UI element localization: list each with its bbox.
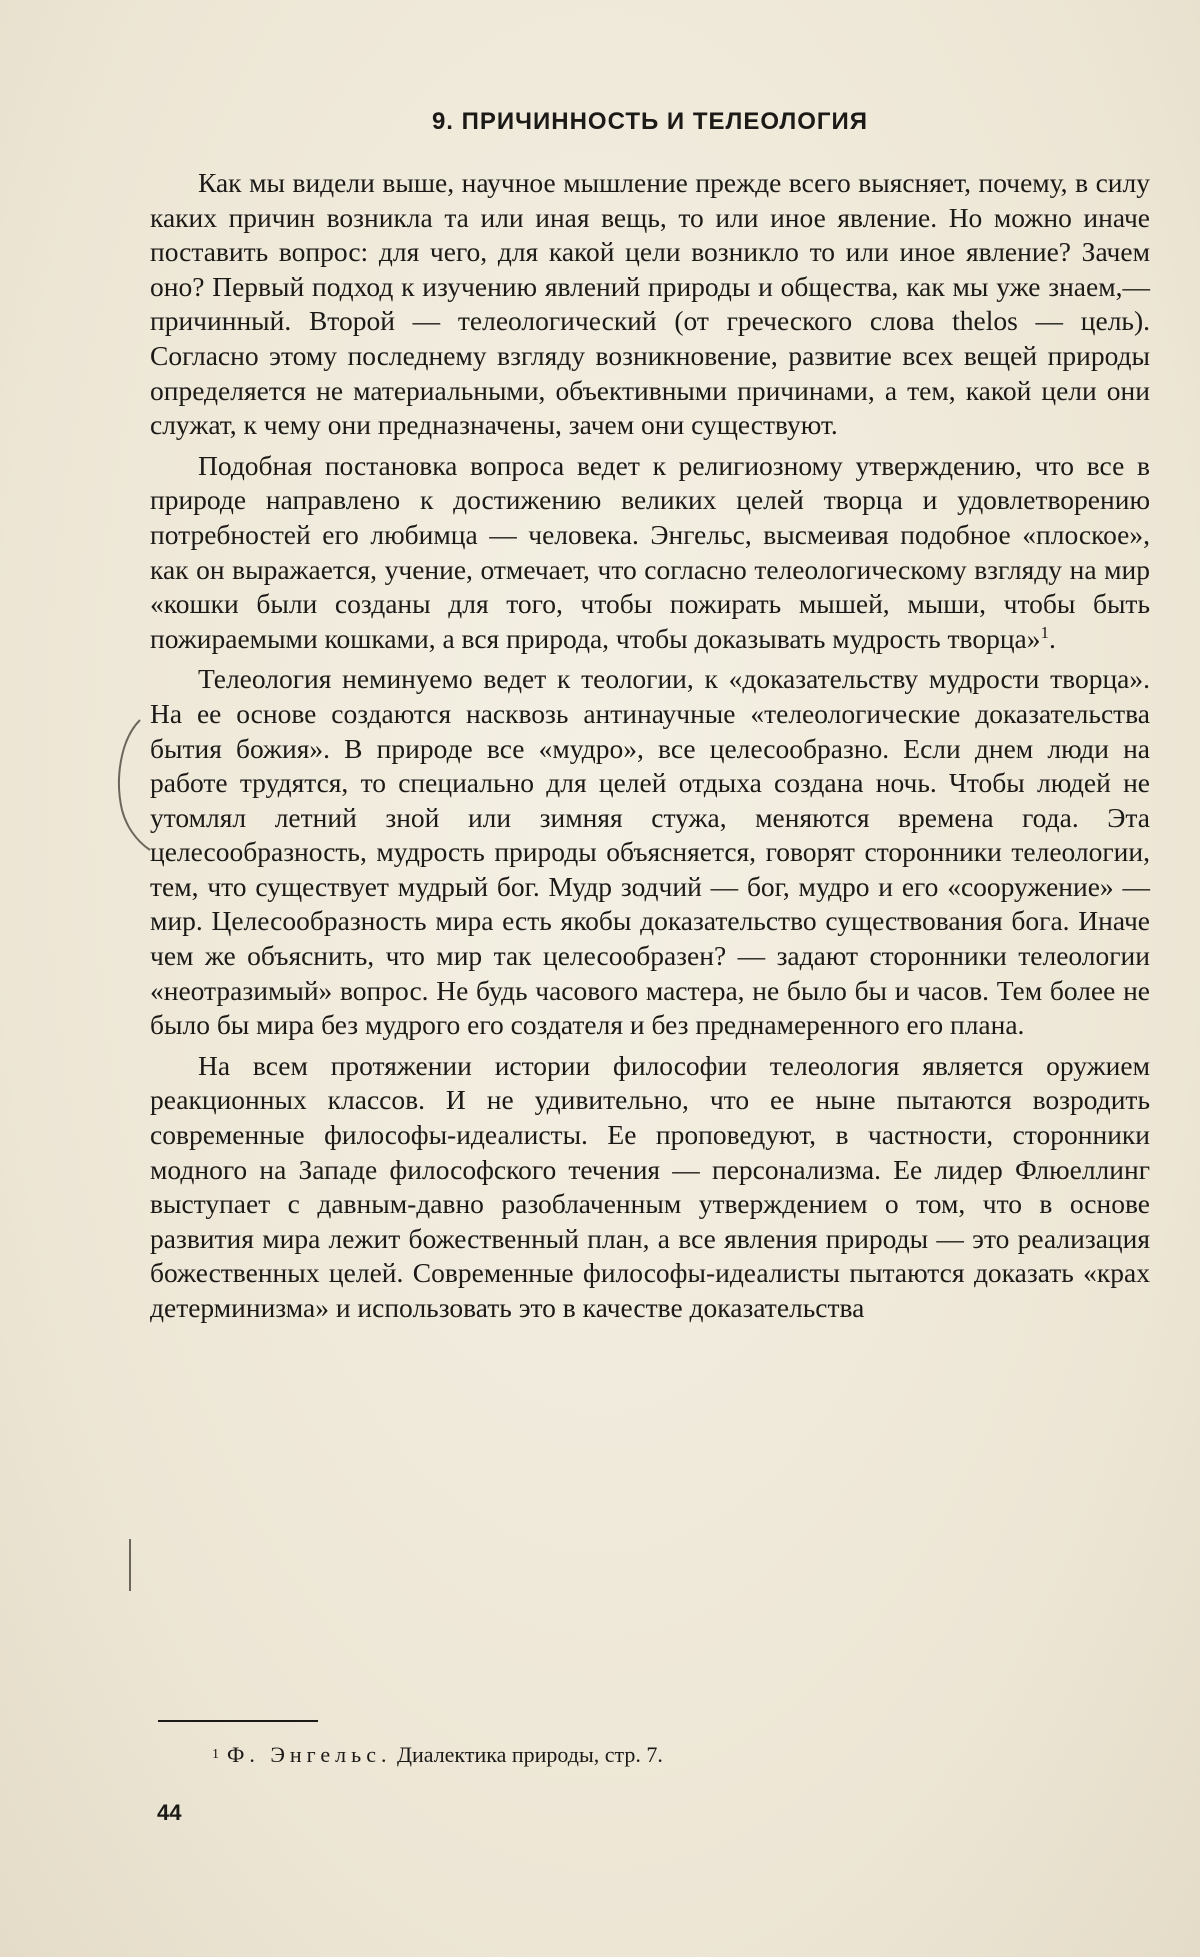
paragraph-4-text: На всем протяжении истории философии телеология является оружием реакционных классов. И не удивительно, что ее ныне пытаются возродить современные философы-идеалисты. Ее проповедуют, в частности, сторонники модного на Западе философского течения — персонализма. Ее лидер Флюеллинг выступает с давным-давно разоблаченным утверждением о том, что в основе развития мира лежит божественный план, а все явления природы — это реализация божественных целей. Современные философы-идеалисты пытаются доказать «крах детерминизма» и использовать это в качестве доказательства: [150, 1049, 1150, 1323]
footnote: [212, 1741, 1112, 1769]
pencil-tick-mark: [120, 1535, 140, 1595]
footnote-divider: [158, 1720, 318, 1722]
paragraph-2: [150, 449, 1150, 657]
paragraph-1: [150, 166, 1150, 443]
paragraph-3: [150, 662, 1150, 1043]
footnote-mark: 1: [212, 1747, 219, 1762]
paragraph-2-text: Подобная постановка вопроса ведет к религиозному утверждению, что все в природе направлено к достижению великих целей творца и удовлетворению потребностей его любимца — человека. Энгельс, высмеивая подобное «плоское», как он выражается, учение, отмечает, что согласно телеологическому взгляду на мир «кошки были созданы для того, чтобы пожирать мышей, мыши, чтобы быть пожираемыми кошками, а вся природа, чтобы доказывать мудрость творца»: [150, 449, 1150, 654]
body-text: [150, 166, 1150, 1332]
section-heading: 9. ПРИЧИННОСТЬ И ТЕЛЕОЛОГИЯ: [431, 108, 869, 135]
paragraph-2-period: .: [1049, 622, 1056, 654]
paragraph-4: [150, 1049, 1150, 1326]
paragraph-1-text: Как мы видели выше, научное мышление прежде всего выясняет, почему, в силу каких причин возникла та или иная вещь, то или иное явление. Но можно иначе поставить вопрос: для чего, для какой цели возникло то или иное явление? Зачем оно? Первый подход к изучению явлений природы и общества, как мы уже знаем,— причинный. Второй — телеологический (от греческого слова thelos — цель). Согласно этому последнему взгляду возникновение, развитие всех вещей природы определяется не материальными, объективными причинами, а тем, какой цели они служат, к чему они предназначены, зачем они существуют.: [150, 167, 1150, 441]
footnote-reference[interactable]: 1: [1040, 622, 1050, 642]
paragraph-3-text: Телеология неминуемо ведет к теологии, к «доказательству мудрости творца». На ее основе создаются насквозь антинаучные «телеологические доказательства бытия божия». В природе все «мудро», все целесообразно. Если днем люди на работе трудятся, то специально для целей отдыха создана ночь. Чтобы людей не утомлял летний зной или зимняя стужа, меняются времена года. Эта целесообразность, мудрость природы объясняется, говорят сторонники телеологии, тем, что существует мудрый бог. Мудр зодчий — бог, мудро и его «сооружение» — мир. Целесообразность мира есть якобы доказательство существования бога. Иначе чем же объяснить, что мир так целесообразен? — задают сторонники телеологии «неотразимый» вопрос. Не будь часового мастера, не было бы и часов. Тем более не было бы мира без мудрого его создателя и без преднамеренного его плана.: [150, 663, 1150, 1041]
page-number: 44: [157, 1800, 182, 1825]
footnote-author: Ф. Энгельс.: [227, 1742, 392, 1767]
footnote-text: Диалектика природы, стр. 7.: [396, 1742, 663, 1767]
